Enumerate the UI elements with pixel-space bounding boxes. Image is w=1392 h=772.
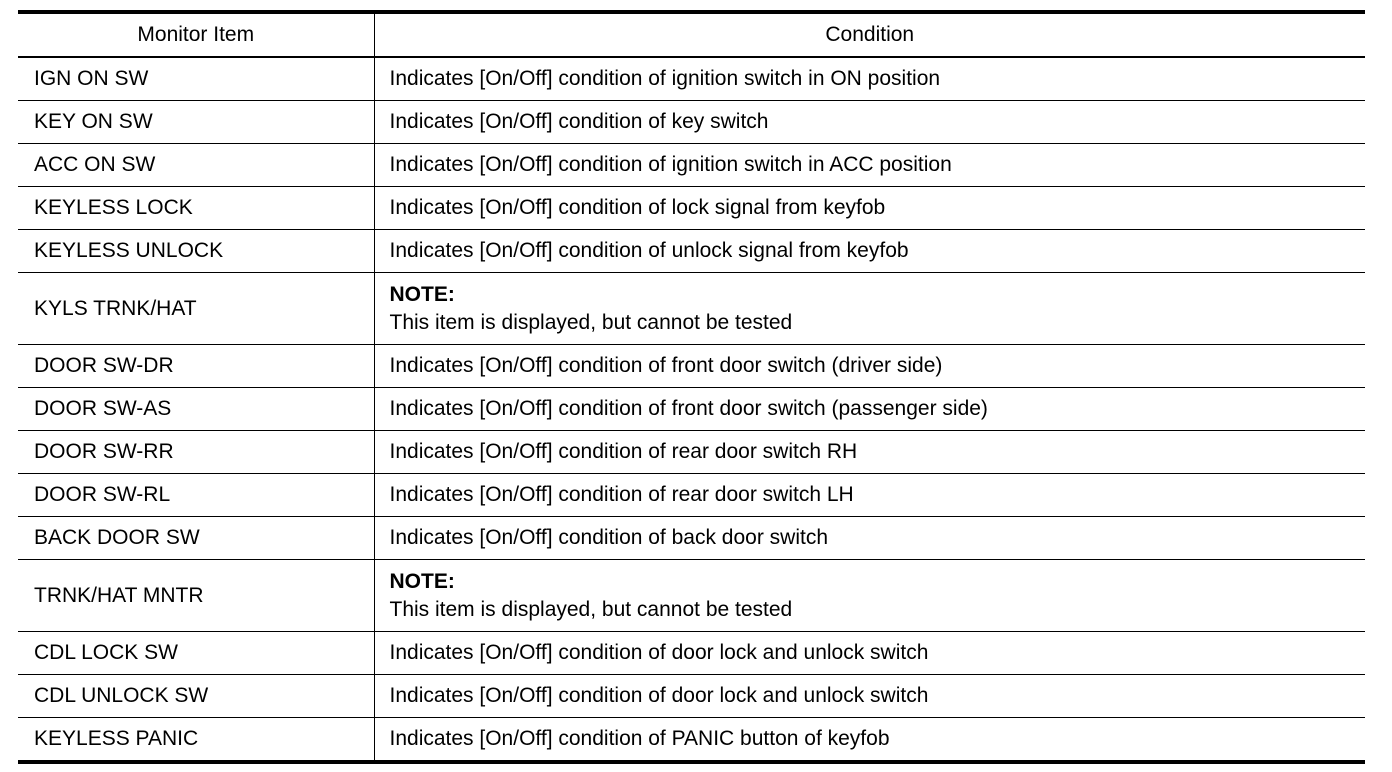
monitor-item-cell: KYLS TRNK/HAT	[18, 273, 374, 345]
condition-cell: Indicates [On/Off] condition of key switch	[374, 101, 1365, 144]
note-label: NOTE:	[389, 569, 455, 593]
condition-cell: Indicates [On/Off] condition of door lock and unlock switch	[374, 675, 1365, 718]
table-row	[18, 187, 1365, 230]
table-row	[18, 388, 1365, 431]
monitor-item-cell: KEY ON SW	[18, 101, 374, 144]
table-row	[18, 101, 1365, 144]
table-row	[18, 144, 1365, 187]
note-label: NOTE:	[389, 282, 455, 306]
monitor-item-cell: DOOR SW-AS	[18, 388, 374, 431]
table-row	[18, 675, 1365, 718]
condition-cell: Indicates [On/Off] condition of lock signal from keyfob	[374, 187, 1365, 230]
condition-cell: Indicates [On/Off] condition of front door switch (passenger side)	[374, 388, 1365, 431]
monitor-item-cell: DOOR SW-DR	[18, 345, 374, 388]
monitor-table	[18, 14, 1365, 760]
monitor-item-cell: BACK DOOR SW	[18, 517, 374, 560]
note-text: This item is displayed, but cannot be tested	[389, 310, 793, 334]
note-text: This item is displayed, but cannot be tested	[389, 597, 793, 621]
monitor-item-cell: DOOR SW-RL	[18, 474, 374, 517]
monitor-item-cell: TRNK/HAT MNTR	[18, 560, 374, 632]
table-body	[18, 57, 1365, 760]
monitor-item-cell: KEYLESS PANIC	[18, 718, 374, 761]
condition-cell: Indicates [On/Off] condition of ignition switch in ACC position	[374, 144, 1365, 187]
table-row	[18, 517, 1365, 560]
condition-cell: Indicates [On/Off] condition of rear door switch LH	[374, 474, 1365, 517]
table-row	[18, 718, 1365, 761]
monitor-item-cell: DOOR SW-RR	[18, 431, 374, 474]
monitor-item-cell: CDL UNLOCK SW	[18, 675, 374, 718]
monitor-item-cell: IGN ON SW	[18, 57, 374, 101]
condition-cell: Indicates [On/Off] condition of unlock signal from keyfob	[374, 230, 1365, 273]
condition-cell: Indicates [On/Off] condition of rear door switch RH	[374, 431, 1365, 474]
monitor-item-cell: ACC ON SW	[18, 144, 374, 187]
monitor-item-cell: KEYLESS LOCK	[18, 187, 374, 230]
condition-cell: Indicates [On/Off] condition of back door switch	[374, 517, 1365, 560]
table-row	[18, 632, 1365, 675]
table-row	[18, 57, 1365, 101]
condition-cell: Indicates [On/Off] condition of door lock and unlock switch	[374, 632, 1365, 675]
monitor-item-cell: CDL LOCK SW	[18, 632, 374, 675]
condition-cell: Indicates [On/Off] condition of PANIC button of keyfob	[374, 718, 1365, 761]
note-cell	[374, 273, 1365, 345]
condition-cell: Indicates [On/Off] condition of front door switch (driver side)	[374, 345, 1365, 388]
column-header-monitor-item: Monitor Item	[18, 14, 374, 57]
note-cell	[374, 560, 1365, 632]
table-row	[18, 273, 1365, 345]
condition-cell: Indicates [On/Off] condition of ignition switch in ON position	[389, 67, 941, 90]
monitor-item-table	[18, 10, 1365, 764]
table-header-row	[18, 14, 1365, 57]
table-row	[18, 230, 1365, 273]
column-header-condition: Condition	[374, 14, 1365, 57]
table-row	[18, 345, 1365, 388]
monitor-item-cell: KEYLESS UNLOCK	[18, 230, 374, 273]
table-row	[18, 431, 1365, 474]
table-row	[18, 474, 1365, 517]
table-row	[18, 560, 1365, 632]
